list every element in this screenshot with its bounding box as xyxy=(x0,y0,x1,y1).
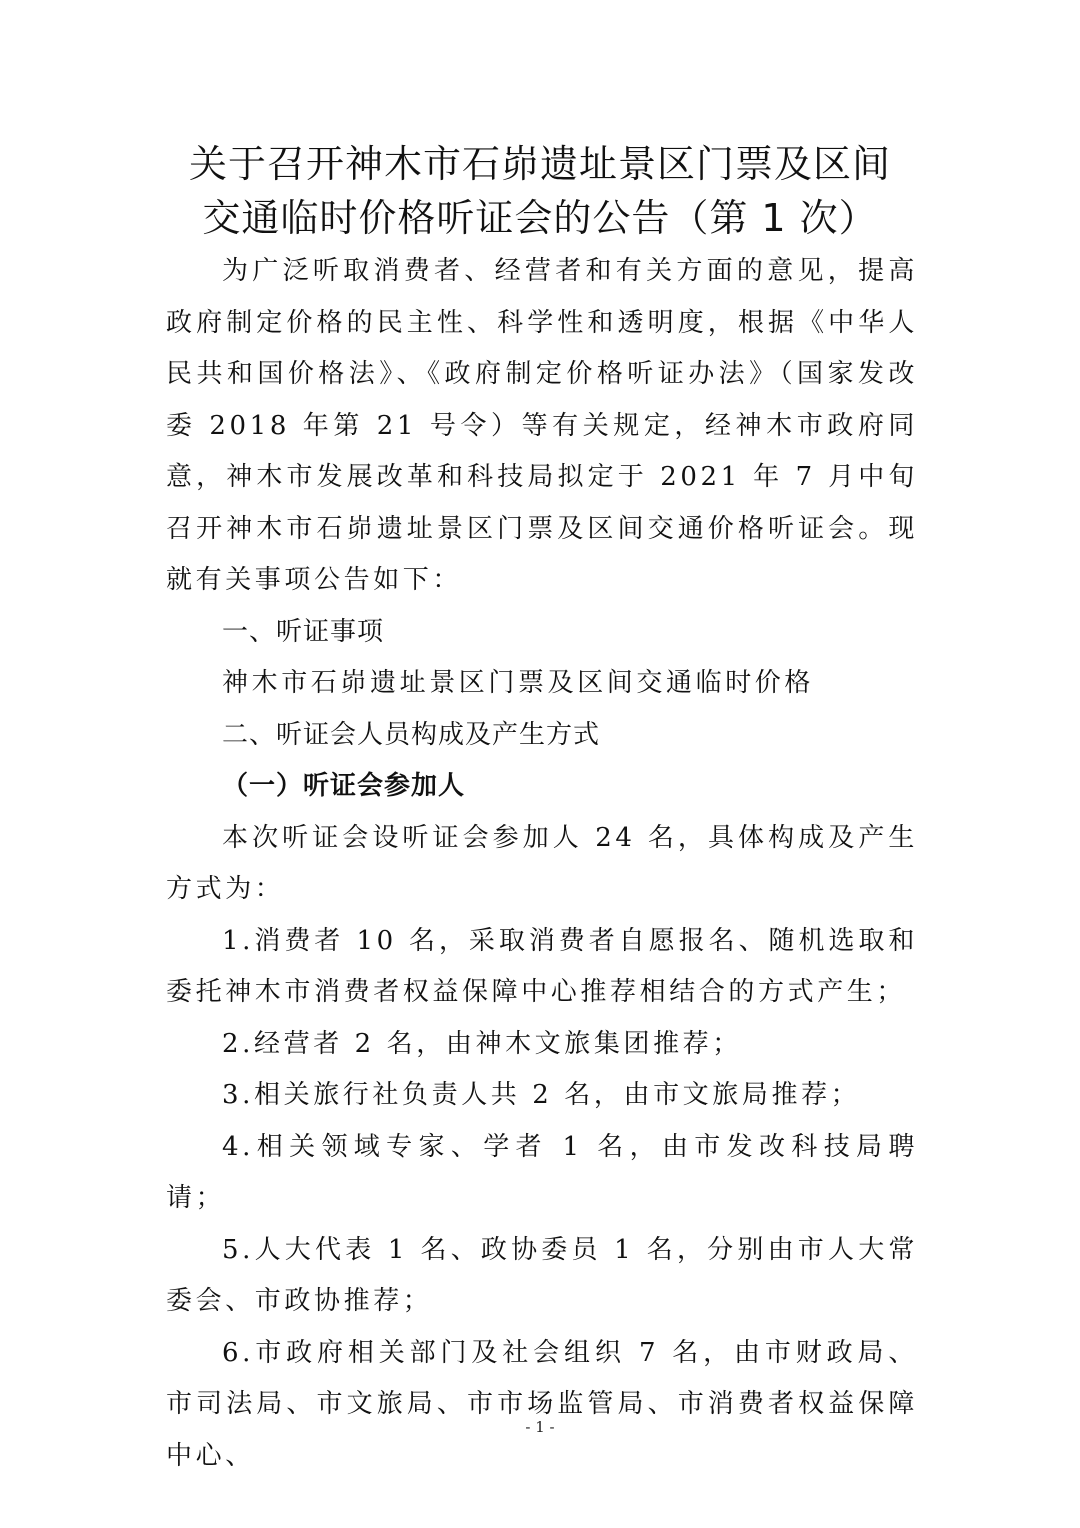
document-title-line-2: 交通临时价格听证会的公告（第 1 次） xyxy=(202,196,878,240)
section-1-heading: 一、听证事项 xyxy=(222,616,385,647)
list-item-1: 1.消费者 10 名，采取消费者自愿报名、随机选取和委托神木市消费者权益保障中心推荐相结合的方式产生； xyxy=(166,925,918,1007)
page-number: - 1 - xyxy=(525,1418,555,1436)
section-1-text: 神木市石峁遗址景区门票及区间交通临时价格 xyxy=(222,668,815,698)
section-2-heading: 二、听证会人员构成及产生方式 xyxy=(222,719,601,750)
list-item-4: 4.相关领域专家、学者 1 名，由市发改科技局聘请； xyxy=(166,1131,918,1213)
document-body xyxy=(166,246,918,1482)
section-2-subheading: （一）听证会参加人 xyxy=(222,771,466,801)
list-item-3: 3.相关旅行社负责人共 2 名，由市文旅局推荐； xyxy=(222,1080,861,1110)
document-title-line-1: 关于召开神木市石峁遗址景区门票及区间 xyxy=(188,142,891,186)
section-2-intro: 本次听证会设听证会参加人 24 名，具体构成及产生方式为： xyxy=(166,822,918,904)
list-item-6: 6.市政府相关部门及社会组织 7 名，由市财政局、市司法局、市文旅局、市市场监管局、市消费者权益保障中心、 xyxy=(166,1337,918,1471)
list-item-5: 5.人大代表 1 名、政协委员 1 名，分别由市人大常委会、市政协推荐； xyxy=(166,1234,918,1316)
list-item-2: 2.经营者 2 名，由神木文旅集团推荐； xyxy=(222,1028,742,1059)
intro-paragraph: 为广泛听取消费者、经营者和有关方面的意见，提高政府制定价格的民主性、科学性和透明度，根据《中华人民共和国价格法》、《政府制定价格听证办法》（国家发改委 2018 年第 21 号令）等有关规定，经神木市政府同意，神木市发展改革和科技局拟定于 2021 年 7 月中旬召开神木市石峁遗址景区门票及区间交通价格听证会。现就有关事项公告如下： xyxy=(166,256,918,595)
